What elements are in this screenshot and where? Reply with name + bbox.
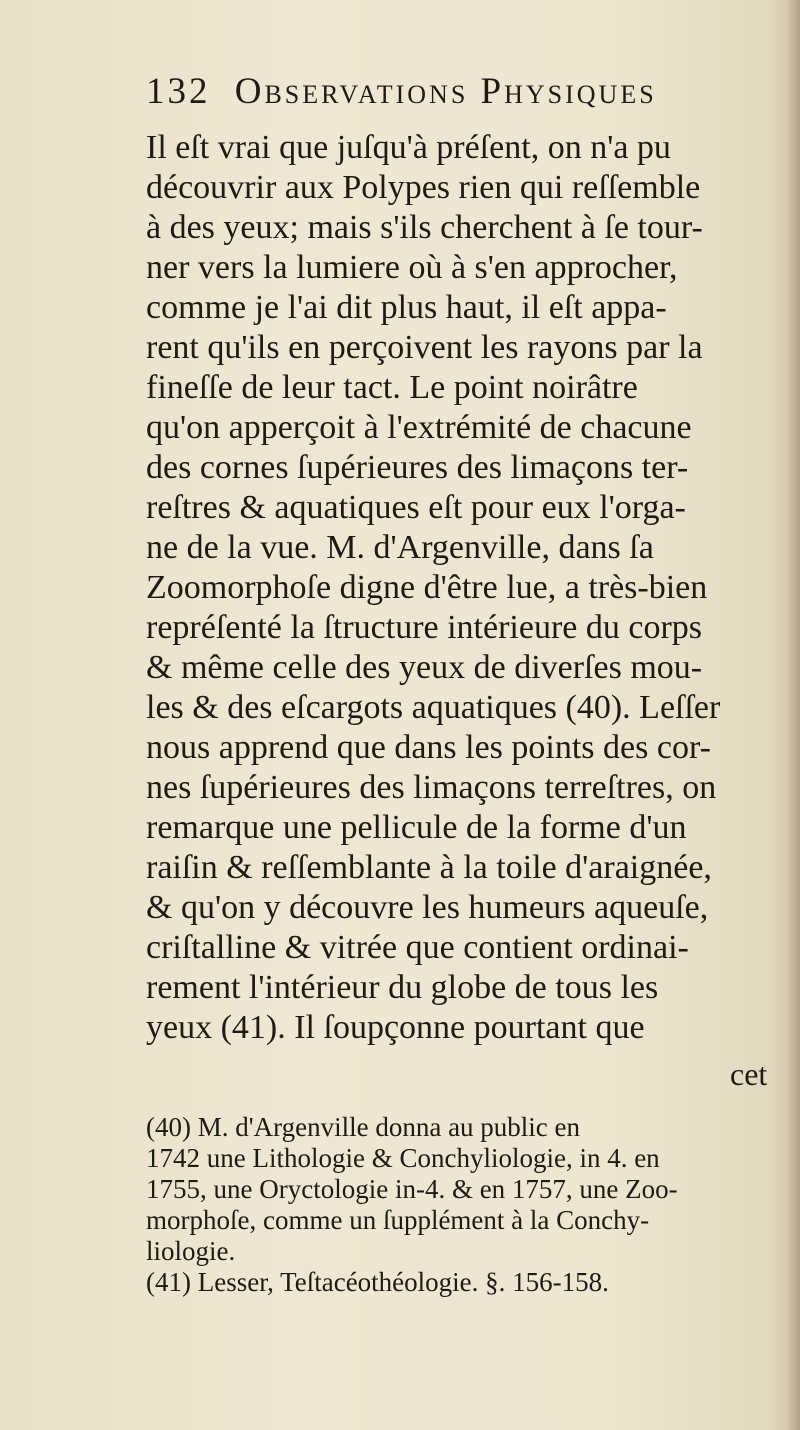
text-line: rement l'intérieur du globe de tous les xyxy=(146,969,659,1006)
text-line: remarque une pellicule de la forme d'un xyxy=(146,809,687,846)
footnote-line: (40) M. d'Argenville donna au public en xyxy=(146,1112,581,1142)
text-line: nous apprend que dans les points des cor- xyxy=(146,729,711,766)
text-line: Zoomorphoſe digne d'être lue, a très-bien xyxy=(146,569,708,606)
text-line: yeux (41). Il ſoupçonne pourtant que xyxy=(146,1009,645,1046)
text-line: raiſin & reſſemblante à la toile d'araignée, xyxy=(146,849,712,886)
page-number: 132 xyxy=(146,71,211,112)
text-line: à des yeux; mais s'ils cherchent à ſe tour- xyxy=(146,209,703,246)
text-line: nes ſupérieures des limaçons terreſtres, on xyxy=(146,769,717,806)
text-line: des cornes ſupérieures des limaçons ter- xyxy=(146,449,689,486)
footnote-line: (41) Lesser, Teſtacéothéologie. §. 156-158. xyxy=(146,1267,609,1297)
text-line: comme je l'ai dit plus haut, il eſt appa- xyxy=(146,289,667,326)
text-line: reſtres & aquatiques eſt pour eux l'orga- xyxy=(146,489,686,526)
text-line: criſtalline & vitrée que contient ordinai- xyxy=(146,929,689,966)
text-line: rent qu'ils en perçoivent les rayons par la xyxy=(146,329,703,366)
footnote-line: 1755, une Oryctologie in-4. & en 1757, une Zoo- xyxy=(146,1174,678,1204)
main-text xyxy=(146,128,794,1048)
text-line: Il eſt vrai que juſqu'à préſent, on n'a pu xyxy=(146,129,671,166)
footnote-line: morphoſe, comme un ſupplément à la Conchy- xyxy=(146,1205,650,1235)
footnotes xyxy=(146,1112,794,1298)
text-line: & même celle des yeux de diverſes mou- xyxy=(146,649,703,686)
text-line: découvrir aux Polypes rien qui reſſemble xyxy=(146,169,701,206)
running-header xyxy=(146,70,766,122)
text-line: les & des eſcargots aquatiques (40). Leſſer xyxy=(146,689,721,726)
text-line: fineſſe de leur tact. Le point noirâtre xyxy=(146,369,638,406)
text-line: & qu'on y découvre les humeurs aqueuſe, xyxy=(146,889,709,926)
text-line: ne de la vue. M. d'Argenville, dans ſa xyxy=(146,529,654,566)
footnote-line: liologie. xyxy=(146,1236,236,1266)
text-line: repréſenté la ſtructure intérieure du corps xyxy=(146,609,703,646)
catchword: cet xyxy=(730,1056,768,1092)
text-line: qu'on apperçoit à l'extrémité de chacune xyxy=(146,409,692,446)
text-line: ner vers la lumiere où à s'en approcher, xyxy=(146,249,678,286)
footnote-line: 1742 une Lithologie & Conchyliologie, in 4. en xyxy=(146,1143,660,1173)
running-title: Observations Physiques xyxy=(234,71,657,112)
